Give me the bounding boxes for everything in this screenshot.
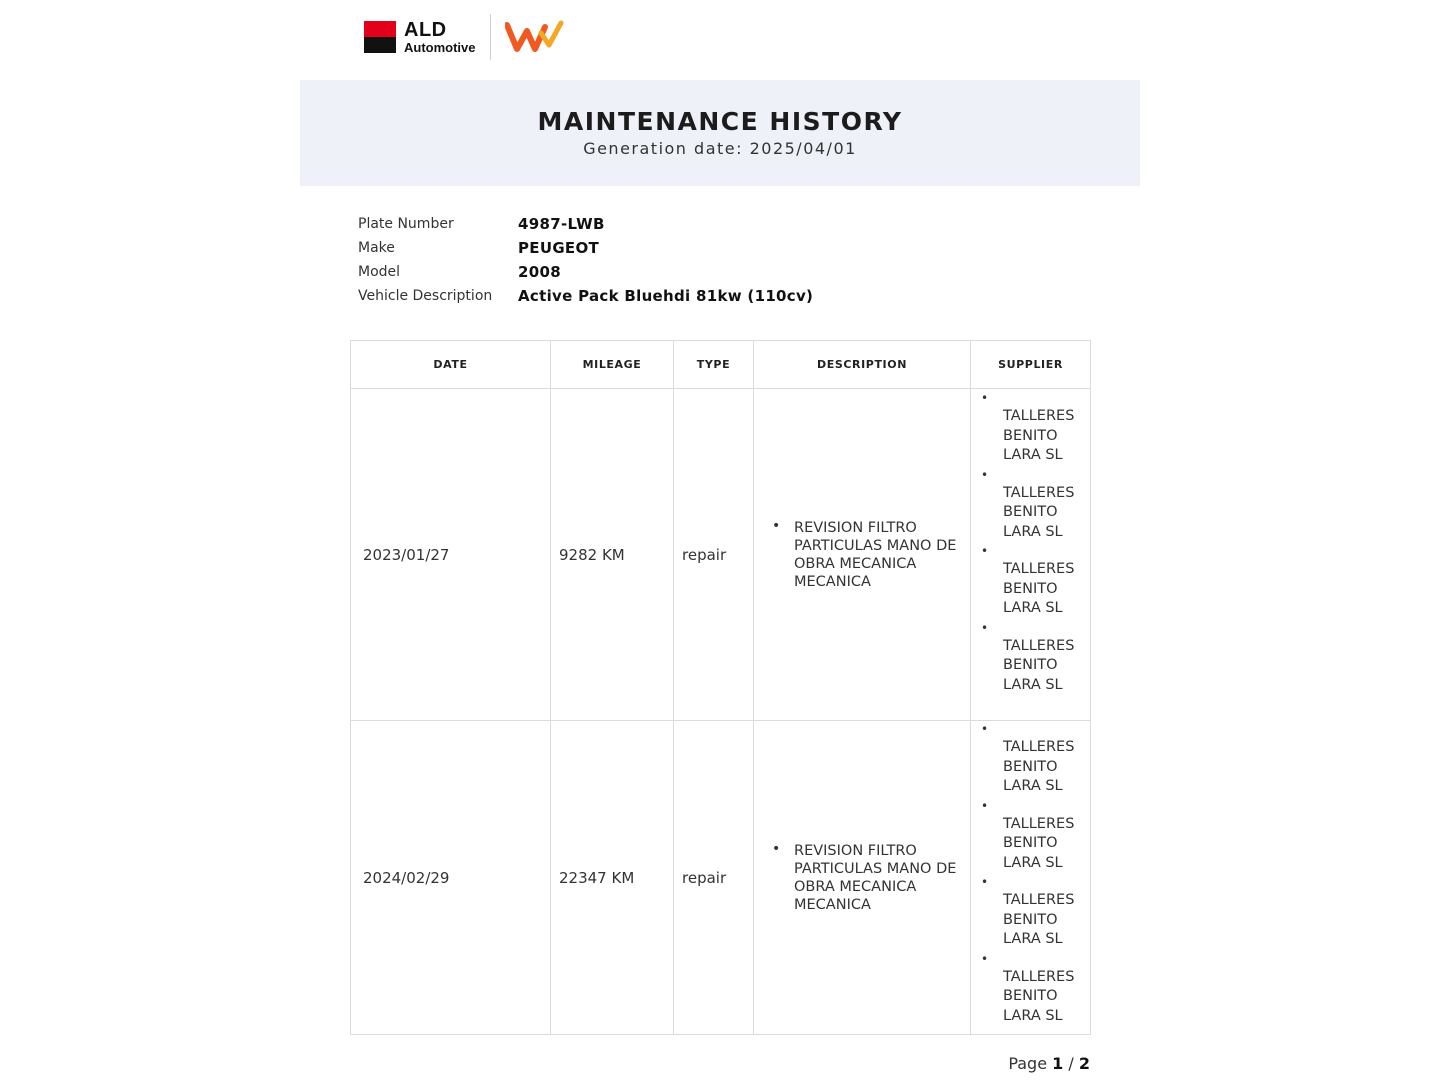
header-type: TYPE [674, 341, 754, 389]
logo-divider [490, 14, 491, 60]
generation-date: Generation date: 2025/04/01 [583, 139, 857, 158]
cell-mileage: 22347 KM [551, 721, 674, 1035]
supplier-item: • TALLERES BENITO LARA SL [1003, 950, 1086, 1027]
header-date: DATE [351, 341, 551, 389]
supplier-item: • TALLERES BENITO LARA SL [1003, 619, 1086, 696]
header-description: DESCRIPTION [754, 341, 971, 389]
page-label: Page [1008, 1054, 1048, 1073]
title-band [300, 80, 1140, 186]
cell-description [754, 721, 971, 1035]
maintenance-table [350, 340, 1091, 1035]
brand-name: ALD [404, 19, 447, 41]
page-current: 1 [1052, 1054, 1064, 1073]
cell-date: 2024/02/29 [351, 721, 551, 1035]
page-total: 2 [1078, 1054, 1090, 1073]
info-row-make [358, 236, 813, 260]
table-row [351, 389, 1091, 721]
cell-description [754, 389, 971, 721]
make-label: Make [358, 240, 395, 256]
cell-supplier [971, 389, 1091, 721]
header-supplier: SUPPLIER [971, 341, 1091, 389]
cell-supplier [971, 721, 1091, 1035]
info-row-description [358, 284, 813, 308]
description-item: • REVISION FILTRO PARTICULAS MANO DE OBRA MECANICA MECANICA [776, 842, 964, 914]
plate-value: 4987-LWB [518, 215, 605, 233]
ald-logo-text [404, 20, 476, 54]
page-title: MAINTENANCE HISTORY [537, 107, 903, 136]
table-header-row [351, 341, 1091, 389]
make-value: PEUGEOT [518, 239, 600, 257]
plate-label: Plate Number [358, 216, 454, 232]
vehicle-info [358, 212, 813, 308]
cell-type: repair [674, 389, 754, 721]
model-value: 2008 [518, 263, 561, 281]
description-value: Active Pack Bluehdi 81kw (110cv) [518, 287, 814, 305]
supplier-item: • TALLERES BENITO LARA SL [1003, 720, 1086, 797]
cell-type: repair [674, 721, 754, 1035]
supplier-item: • TALLERES BENITO LARA SL [1003, 542, 1086, 619]
ald-logo-mark [364, 21, 396, 53]
cell-mileage: 9282 KM [551, 389, 674, 721]
w-brand-logo-icon [505, 19, 565, 55]
header-logos [364, 14, 565, 60]
page-indicator [1008, 1054, 1090, 1073]
supplier-item: • TALLERES BENITO LARA SL [1003, 466, 1086, 543]
brand-sub: Automotive [404, 40, 476, 55]
page-separator: / [1068, 1054, 1074, 1073]
supplier-item: • TALLERES BENITO LARA SL [1003, 797, 1086, 874]
description-label: Vehicle Description [358, 288, 493, 304]
description-item: • REVISION FILTRO PARTICULAS MANO DE OBRA MECANICA MECANICA [776, 519, 964, 591]
cell-date: 2023/01/27 [351, 389, 551, 721]
model-label: Model [358, 264, 401, 280]
info-row-model [358, 260, 813, 284]
info-row-plate [358, 212, 813, 236]
supplier-item: • TALLERES BENITO LARA SL [1003, 389, 1086, 466]
header-mileage: MILEAGE [551, 341, 674, 389]
table-row [351, 721, 1091, 1035]
supplier-item: • TALLERES BENITO LARA SL [1003, 873, 1086, 950]
